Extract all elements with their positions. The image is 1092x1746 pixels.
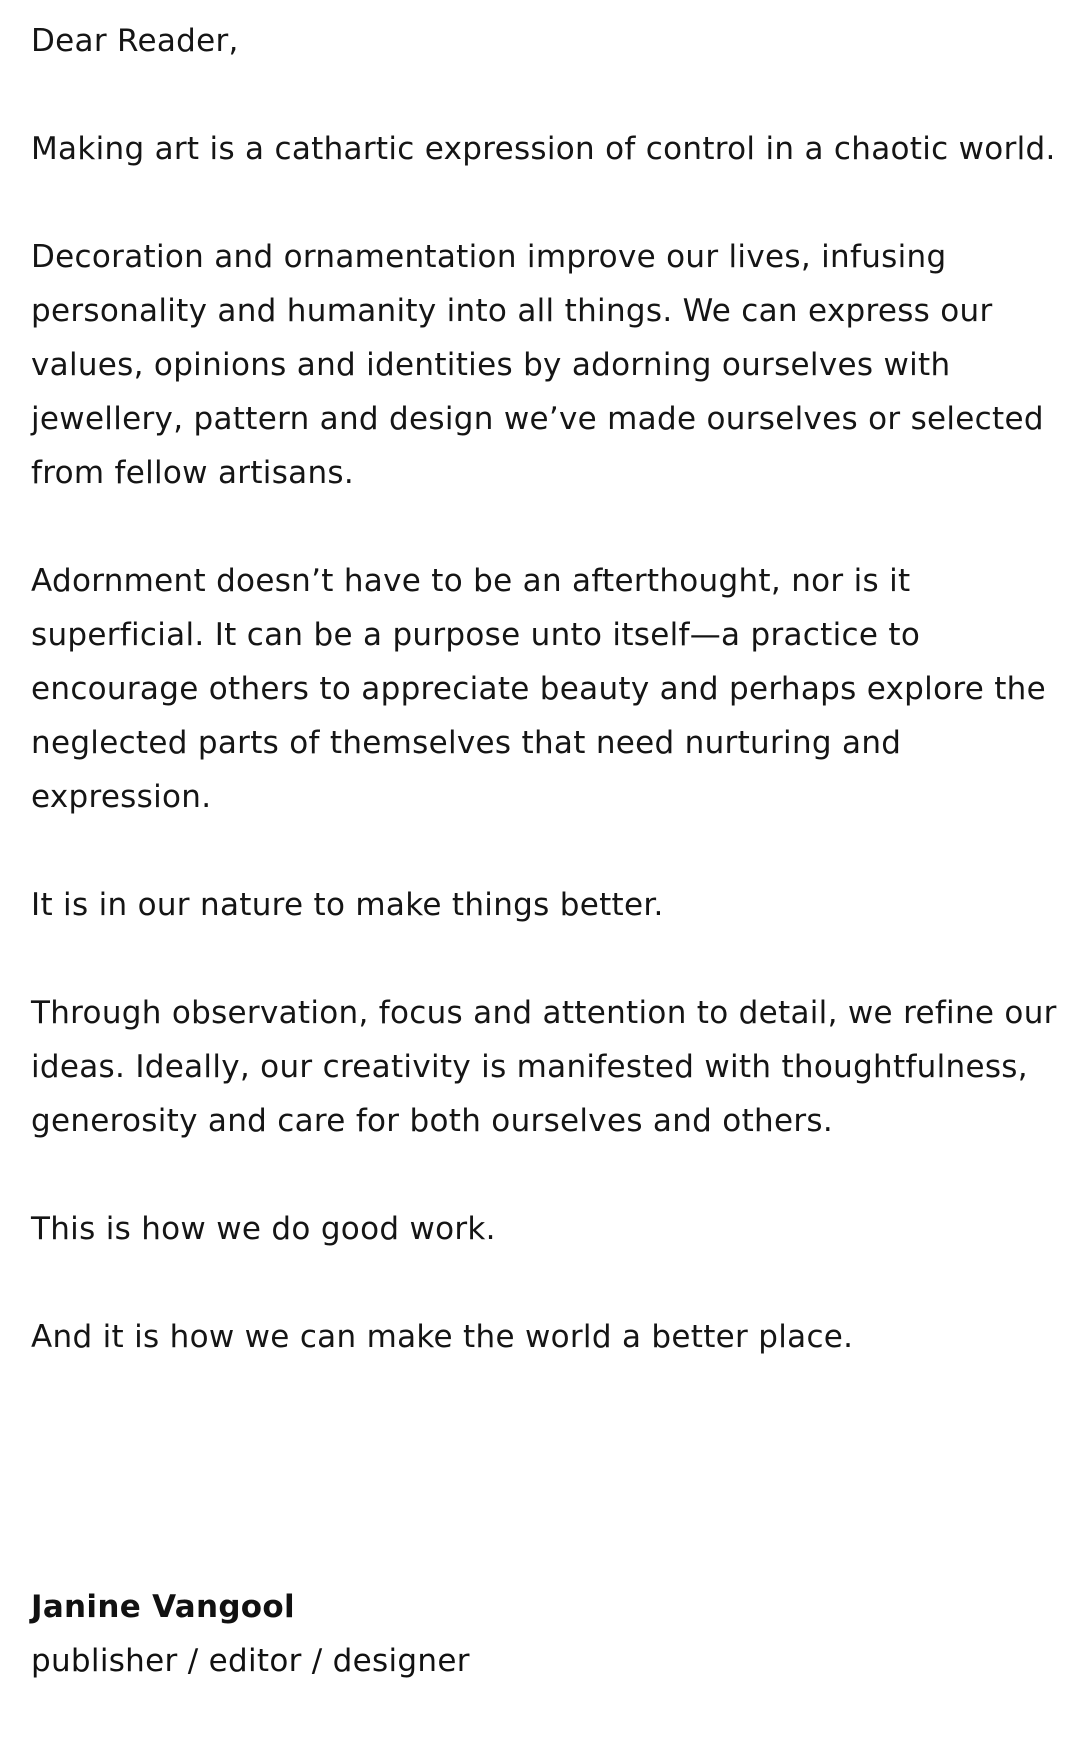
signature-block: [31, 1580, 470, 1688]
paragraph: This is how we do good work.: [31, 1211, 496, 1247]
paragraph: Making art is a cathartic expression of control in a chaotic world.: [31, 131, 1056, 167]
salutation: Dear Reader,: [31, 23, 239, 59]
paragraph: It is in our nature to make things better.: [31, 887, 664, 923]
paragraph: Through observation, focus and attention to detail, we refine our ideas. Ideally, our creativity is manifested with thoughtfulness, generosity and care for both ourselves and others.: [31, 995, 1057, 1139]
signature-name: Janine Vangool: [31, 1589, 295, 1625]
paragraph: Decoration and ornamentation improve our lives, infusing personality and humanity into all things. We can express our values, opinions and identities by adorning ourselves with jewellery, pattern and design we’ve made ourselves or selected from fellow artisans.: [31, 239, 1044, 491]
signature-role: publisher / editor / designer: [31, 1643, 470, 1679]
letter-body: [31, 14, 1071, 1418]
paragraph: Adornment doesn’t have to be an afterthought, nor is it superficial. It can be a purpose unto itself—a practice to encourage others to appreciate beauty and perhaps explore the neglected parts of themselves that need nurturing and expression.: [31, 563, 1047, 815]
paragraph: And it is how we can make the world a better place.: [31, 1319, 854, 1355]
